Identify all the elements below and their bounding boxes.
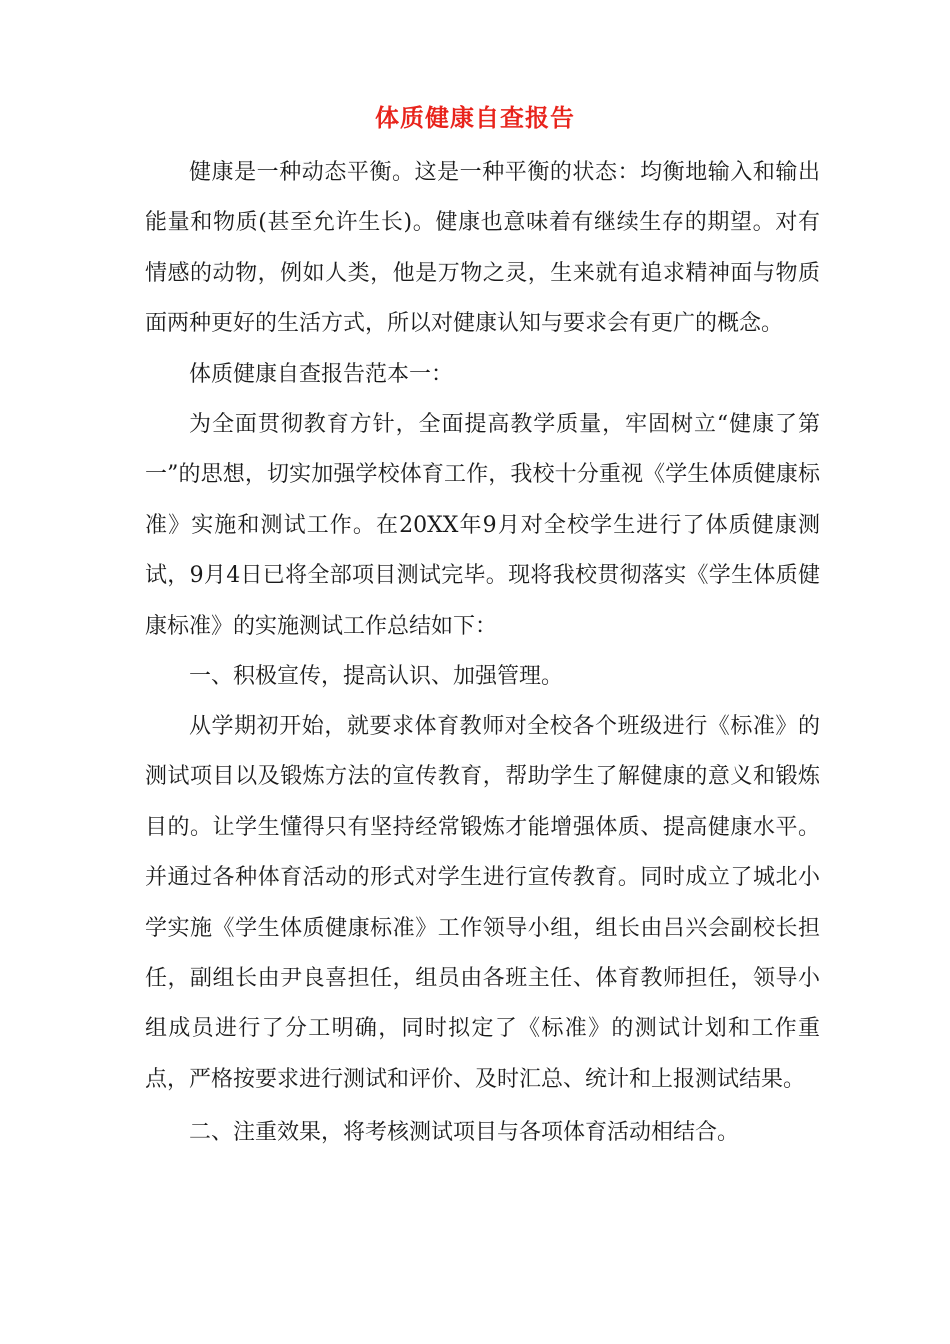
document-body-2 xyxy=(145,350,820,400)
paragraph-section-1: 从学期初开始，就要求体育教师对全校各个班级进行《标准》的测试项目以及锻炼方法的宣传教育，帮助学生了解健康的意义和锻炼目的。让学生懂得只有坚持经常锻炼才能增强体质、提高健康水平。并通过各种体育活动的形式对学生进行宣传教育。同时成立了城北小学实施《学生体质健康标准》工作领导小组，组长由吕兴会副校长担任，副组长由尹良喜担任，组员由各班主任、体育教师担任，领导小组成员进行了分工明确，同时拟定了《标准》的测试计划和工作重点，严格按要求进行测试和评价、及时汇总、统计和上报测试结果。 xyxy=(145,714,820,1092)
document-body-6 xyxy=(145,1108,820,1158)
paragraph-intro: 健康是一种动态平衡。这是一种平衡的状态：均衡地输入和输出能量和物质(甚至允许生长)。健康也意味着有继续生存的期望。对有情感的动物，例如人类，他是万物之灵，生来就有追求精神面与物质面两种更好的生活方式，所以对健康认知与要求会有更广的概念。 xyxy=(145,160,820,337)
document-body-3 xyxy=(145,400,820,652)
document-body xyxy=(145,148,820,350)
section-heading-1: 一、积极宣传，提高认识、加强管理。 xyxy=(189,664,564,689)
document-title: 体质健康自查报告 xyxy=(375,103,575,132)
section-heading-2: 二、注重效果，将考核测试项目与各项体育活动相结合。 xyxy=(189,1120,740,1145)
document-body-5 xyxy=(145,702,820,1105)
paragraph-overview: 为全面贯彻教育方针，全面提高教学质量，牢固树立“健康了第一”的思想，切实加强学校体育工作，我校十分重视《学生体质健康标准》实施和测试工作。在20XX年9月对全校学生进行了体质健康测试，9月4日已将全部项目测试完毕。现将我校贯彻落实《学生体质健康标准》的实施测试工作总结如下： xyxy=(145,412,820,639)
document-body-4 xyxy=(145,652,820,702)
paragraph-sample-heading: 体质健康自查报告范本一： xyxy=(189,362,454,387)
